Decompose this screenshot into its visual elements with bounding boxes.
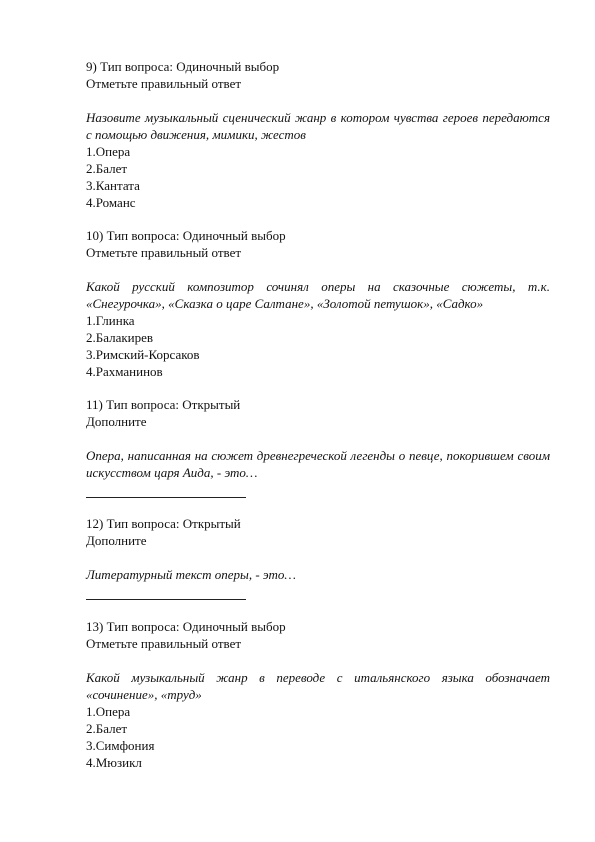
answer-option[interactable]: 4.Романс [86,195,136,210]
answer-option[interactable]: 2.Балакирев [86,330,154,345]
question-header: 9) Тип вопроса: Одиночный выбор [86,59,280,74]
question-instruction: Дополните [86,533,147,548]
answer-option[interactable]: 2.Балет [86,721,128,736]
question-10 [86,227,550,380]
question-header: 10) Тип вопроса: Одиночный выбор [86,228,286,243]
question-13 [86,618,550,771]
question-11 [86,396,550,498]
answer-option[interactable]: 1.Опера [86,704,131,719]
answer-option[interactable]: 4.Рахманинов [86,364,163,379]
question-prompt: Какой музыкальный жанр в переводе с итальянского языка обозначает «сочинение», «труд» [86,670,550,702]
question-header: 13) Тип вопроса: Одиночный выбор [86,619,286,634]
question-prompt: Назовите музыкальный сценический жанр в котором чувства героев передаются с помощью движения, мимики, жестов [86,110,550,142]
question-instruction: Отметьте правильный ответ [86,76,242,91]
answer-option[interactable]: 1.Опера [86,144,131,159]
answer-option[interactable]: 1.Глинка [86,313,135,328]
answer-option[interactable]: 3.Римский-Корсаков [86,347,200,362]
question-prompt: Литературный текст оперы, - это… [86,567,296,582]
answer-blank-line[interactable] [86,583,246,600]
question-instruction: Отметьте правильный ответ [86,636,242,651]
question-12 [86,515,550,600]
question-header: 12) Тип вопроса: Открытый [86,516,241,531]
question-instruction: Отметьте правильный ответ [86,245,242,260]
answer-blank-line[interactable] [86,481,246,498]
question-prompt: Какой русский композитор сочинял оперы на сказочные сюжеты, т.к. «Снегурочка», «Сказка о царе Салтане», «Золотой петушок», «Садко» [86,279,550,311]
answer-option[interactable]: 3.Кантата [86,178,140,193]
answer-option[interactable]: 4.Мюзикл [86,755,142,770]
answer-option[interactable]: 2.Балет [86,161,128,176]
answer-option[interactable]: 3.Симфония [86,738,155,753]
question-header: 11) Тип вопроса: Открытый [86,397,241,412]
question-prompt: Опера, написанная на сюжет древнегреческой легенды о певце, покорившем своим искусством царя Аида, - это… [86,448,550,480]
question-9 [86,58,550,211]
question-instruction: Дополните [86,414,147,429]
